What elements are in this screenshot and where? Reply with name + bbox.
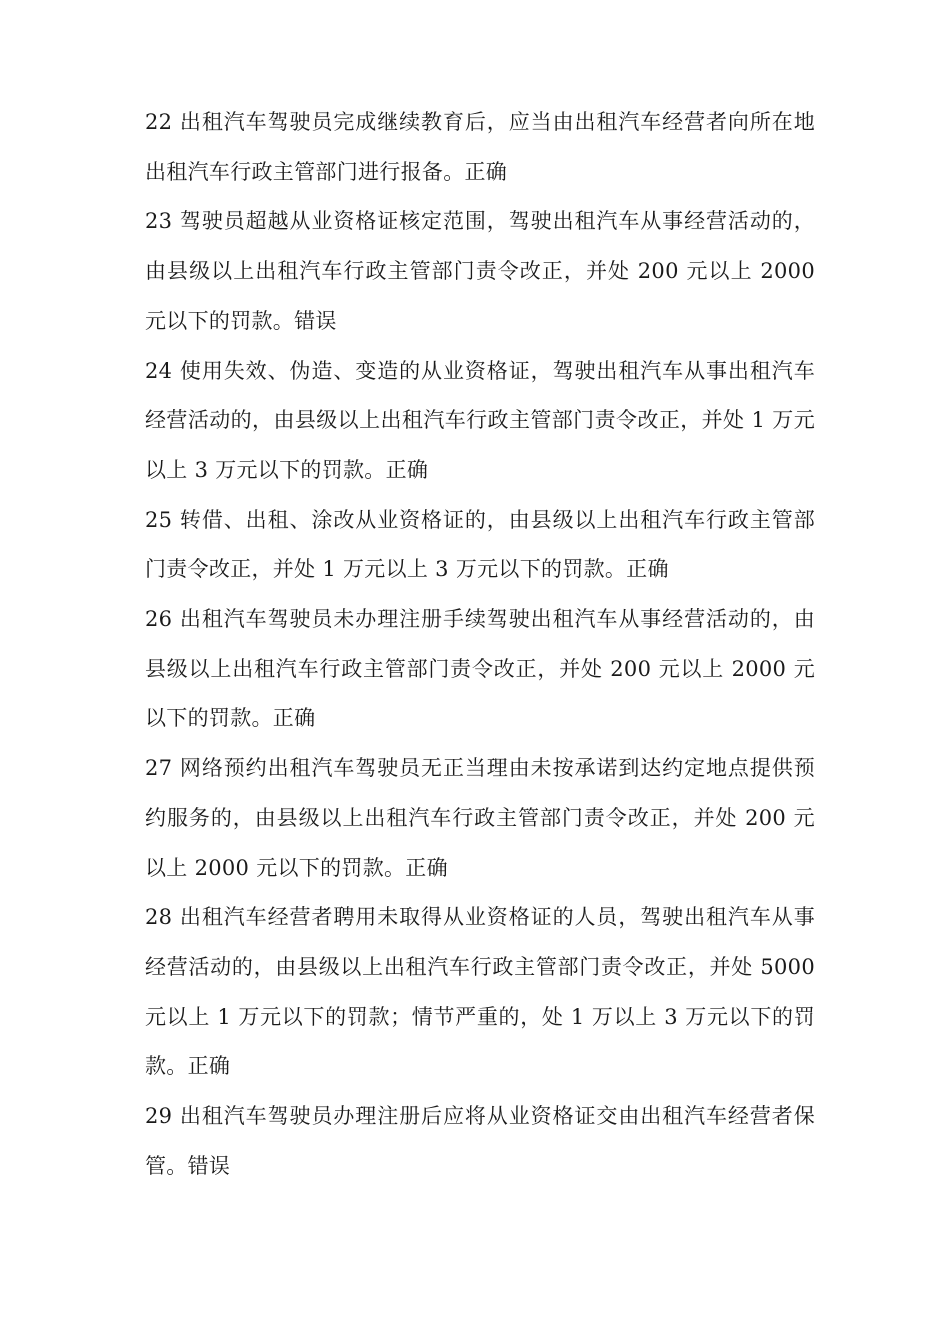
question-item-27: 27 网络预约出租汽车驾驶员无正当理由未按承诺到达约定地点提供预约服务的，由县级以上出租汽车行政主管部门责令改正，并处 200 元以上 2000 元以下的罚款。正确 [145,756,815,880]
document-body [145,98,815,1191]
question-item-22: 22 出租汽车驾驶员完成继续教育后，应当由出租汽车经营者向所在地出租汽车行政主管部门进行报备。正确 [145,110,815,184]
question-item-28: 28 出租汽车经营者聘用未取得从业资格证的人员，驾驶出租汽车从事经营活动的，由县级以上出租汽车行政主管部门责令改正，并处 5000 元以上 1 万元以下的罚款；情节严重的，处 1 万以上 3 万元以下的罚款。正确 [145,905,815,1079]
question-item-24: 24 使用失效、伪造、变造的从业资格证，驾驶出租汽车从事出租汽车经营活动的，由县级以上出租汽车行政主管部门责令改正，并处 1 万元以上 3 万元以下的罚款。正确 [145,358,815,482]
question-item-25: 25 转借、出租、涂改从业资格证的，由县级以上出租汽车行政主管部门责令改正，并处 1 万元以上 3 万元以下的罚款。正确 [145,507,815,582]
question-item-29: 29 出租汽车驾驶员办理注册后应将从业资格证交由出租汽车经营者保管。错误 [145,1104,815,1178]
question-item-23: 23 驾驶员超越从业资格证核定范围，驾驶出租汽车从事经营活动的，由县级以上出租汽车行政主管部门责令改正，并处 200 元以上 2000 元以下的罚款。错误 [145,209,815,333]
question-item-26: 26 出租汽车驾驶员未办理注册手续驾驶出租汽车从事经营活动的，由县级以上出租汽车行政主管部门责令改正，并处 200 元以上 2000 元以下的罚款。正确 [145,607,815,731]
